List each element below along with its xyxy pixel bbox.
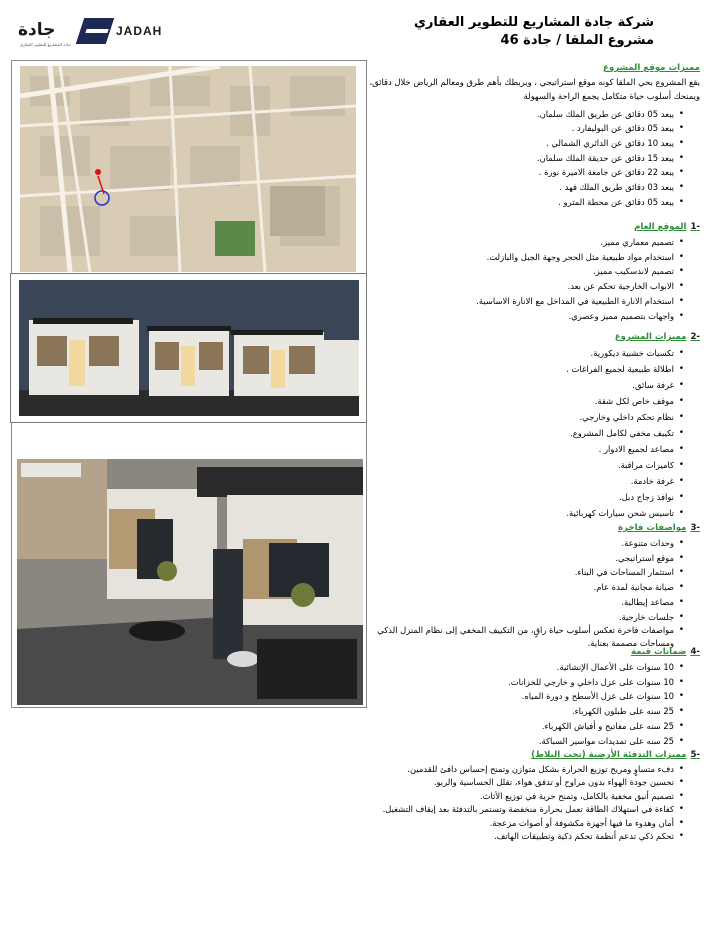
list-item: • الابواب الخارجية تحكم عن بعد. [348, 279, 686, 294]
render-courtyard-photo [17, 459, 363, 705]
list-item: • نوافذ زجاج دبل. [348, 489, 686, 505]
list-item: • تصميم أنيق مخفية بالكامل، وتمنح حرية في توزيع الأثاث. [348, 790, 686, 803]
list-item: • استخدام الانارة الطبيعية في المداخل مع الانارة الاساسية. [348, 294, 686, 309]
project-name: مشروع الملقا / جادة 46 [500, 33, 654, 48]
location-intro: يقع المشروع بحي الملقا كونه موقع استراتيجي ، ويربطك بأهم طرق ومعالم الرياض خلال دقائق، ويمنحك أسلوب حياة متكامل يجمع الراحة والسهولة [369, 77, 700, 101]
logo-arabic: جادة [18, 20, 56, 40]
list-item: • كفاءة في استهلاك الطاقة تعمل بحرارة منخفضة وتستمر بالتدفئة بعد إيقاف التشغيل. [348, 803, 686, 816]
logo-tagline: جادة المشاريع للتطوير العقاري [20, 42, 71, 47]
list-item: • يبعد 10 دقائق عن الدائري الشمالي . [348, 136, 686, 151]
list-item: • تصميم معماري مميز. [348, 235, 686, 250]
logo-mark-icon [76, 18, 114, 44]
page-header [414, 14, 654, 50]
section-title-specs: -3مواصفات فاخرة [617, 523, 700, 533]
list-item: • يبعد 15 دقائق عن حديقة الملك سلمان. [348, 151, 686, 166]
list-item: • وحدات متنوعة. [348, 536, 686, 551]
location-map [20, 66, 356, 272]
section-title-features: -2مميزات المشروع [614, 332, 700, 342]
list-item: • تاسيس شحن سيارات كهربائية. [348, 505, 686, 521]
list-item: • 25 سنه على مفاتيح و أفياش الكهرباء. [348, 719, 686, 734]
list-item: • تحكم ذكي تدعم أنظمة تحكم ذكية وتطبيقات الهاتف. [348, 830, 686, 843]
list-item: • استثمار المساحات في البناء. [348, 565, 686, 580]
list-item: • 25 سنه على طبلون الكهرباء. [348, 704, 686, 719]
list-item: • 25 سنه على تمديدات مواسير السباكة. [348, 734, 686, 749]
warranty-section [348, 645, 700, 748]
heating-section [348, 748, 700, 843]
heating-list [348, 763, 686, 843]
location-list [348, 107, 686, 210]
list-item: • أمان وهدوء ما فيها أجهزة مكشوفة أو أصوات مزعجة. [348, 817, 686, 830]
list-item: • 10 سنوات على عزل داخلي و خارجي للخزانات. [348, 675, 686, 690]
location-section [348, 61, 700, 210]
features-section [348, 330, 700, 521]
list-item: • 10 سنوات على عزل الأسطح و دورة المياه. [348, 689, 686, 704]
list-item: • تحسين جودة الهواء بدون مراوح أو تدفق هواء، تقلل الحساسية والربو. [348, 776, 686, 789]
list-item: • دفء متساوٍ ومريح توزيع الحرارة بشكل متوازن وتمنح إحساس دافئ للقدمين. [348, 763, 686, 776]
section-title-location: مميزات موقع المشروع [603, 63, 700, 73]
section-title-general: -1الموقع العام [634, 222, 700, 232]
warranty-list [348, 660, 686, 748]
list-item: • غرفة خادمة. [348, 473, 686, 489]
list-item: • نظام تحكم داخلي وخارجي. [348, 409, 686, 425]
list-item: • يبعد 05 دقائق عن محطة المترو . [348, 195, 686, 210]
list-item: • غرفة سائق. [348, 377, 686, 393]
specs-section [348, 521, 700, 650]
list-item: • اطلالة طبيعية لجميع الفراغات . [348, 361, 686, 377]
list-item: • مواصفات فاخرة تعكس أسلوب حياة راقٍ، من التكييف المخفي إلى نظام المنزل الذكي ومساحات مصممة بعناية. [348, 624, 686, 650]
list-item: • جلسات خارجية. [348, 610, 686, 625]
company-name: شركة جادة المشاريع للتطوير العقاري [413, 15, 654, 30]
list-item: • 10 سنوات على الأعمال الإنشائية. [348, 660, 686, 675]
list-item: • مصاعد لجميع الادوار . [348, 441, 686, 457]
features-list [348, 345, 686, 521]
render-facade-photo [10, 273, 367, 423]
list-item: • كاميرات مراقبة. [348, 457, 686, 473]
list-item: • تكسيات خشبية ديكورية. [348, 345, 686, 361]
general-section [348, 220, 700, 323]
list-item: • واجهات بتصميم مميز وعصري. [348, 309, 686, 324]
list-item: • تكييف مخفي لكامل المشروع. [348, 425, 686, 441]
list-item: • موقع استراتيجي. [348, 551, 686, 566]
logo-english: JADAH [116, 24, 163, 38]
list-item: • يبعد 05 دقائق عن طريق الملك سلمان. [348, 107, 686, 122]
section-title-heating: -5مميزات التدفئة الأرضية (تحت البلاط) [531, 750, 700, 760]
list-item: • تصميم لاندسكيب مميز. [348, 264, 686, 279]
list-item: • مصاعد إيطالية. [348, 595, 686, 610]
list-item: • موقف خاص لكل شقة. [348, 393, 686, 409]
list-item: • يبعد 05 دقائق عن البوليفارد . [348, 121, 686, 136]
section-title-warranty: -4ضمانات قيمة [630, 647, 700, 657]
general-list [348, 235, 686, 323]
list-item: • استخدام مواد طبيعية مثل الحجر وجهة الجبل والبازلت. [348, 250, 686, 265]
specs-list [348, 536, 686, 650]
jadah-logo [16, 16, 176, 50]
list-item: • صيانة مجانية لمدة عام. [348, 580, 686, 595]
list-item: • يبعد 03 دقائق طريق الملك فهد . [348, 180, 686, 195]
list-item: • يبعد 22 دقائق عن جامعة الاميرة نورة . [348, 165, 686, 180]
